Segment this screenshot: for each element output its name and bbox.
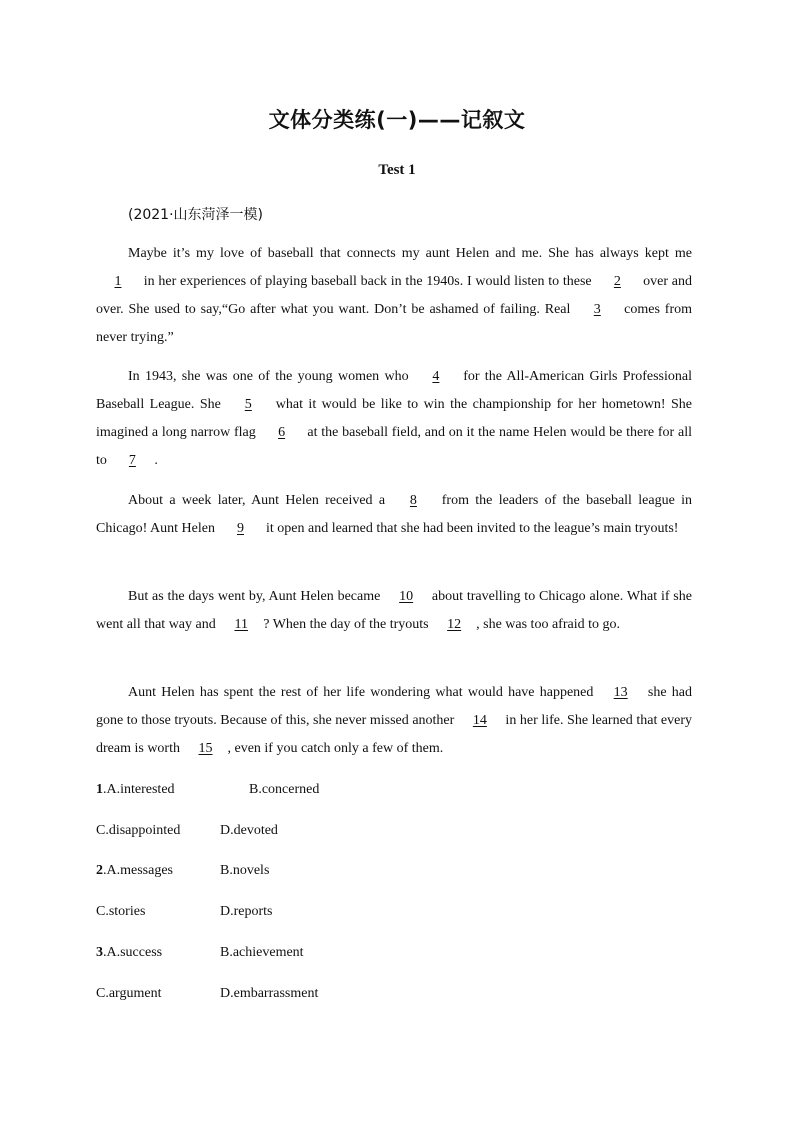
passage-text: , she was too afraid to go. [476,617,620,632]
passage-text: ? When the day of the tryouts [263,617,433,632]
blank-15: 15 [198,741,213,756]
question-2-option-d: D.reports [220,904,273,919]
question-2-option-a: 2.A.messages [96,863,173,878]
blank-7: 7 [128,453,136,468]
passage-text: . [154,453,158,468]
passage-text: from the leaders of the baseball league in Chicago! Aunt Helen [96,493,693,536]
passage-text: it open and learned that she had been invited to the league’s main tryouts! [262,521,679,536]
blank-9: 9 [236,521,244,536]
blank-4: 4 [432,369,440,384]
passage-paragraph-2 [96,363,692,475]
question-3-option-d: D.embarrassment [220,986,319,1001]
passage-text: In 1943, she was one of the young women who [128,369,414,384]
passage-paragraph-4 [96,583,692,639]
passage-paragraph-3 [96,487,692,543]
passage-text: Maybe it’s my love of baseball that connects my aunt Helen and me. She has always kept me [128,246,692,261]
test-subtitle: Test 1 [378,162,416,178]
question-2-option-c: C.stories [96,904,146,919]
question-1-option-d: D.devoted [220,823,278,838]
passage-text: Aunt Helen has spent the rest of her life wondering what would have happened [128,685,599,700]
blank-14: 14 [472,713,487,728]
blank-6: 6 [278,425,286,440]
passage-text: comes from never trying.” [96,302,692,345]
question-1-option-a: 1.A.interested [96,782,175,797]
passage-text: at the baseball field, and on it the name Helen would be there for all to [96,425,692,468]
passage-text: , even if you catch only a few of them. [227,741,444,756]
passage-text: about travelling to Chicago alone. What if she went all that way and [96,589,692,632]
blank-10: 10 [399,589,414,604]
blank-11: 11 [234,617,248,632]
passage-text: what it would be like to win the championship for her hometown! She imagined a long narrow flag [96,397,692,440]
passage-paragraph-5 [96,679,692,763]
passage-text: in her life. She learned that every dream is worth [96,713,692,756]
passage-text: she had gone to those tryouts. Because of this, she never missed another [96,685,692,728]
blank-3: 3 [593,302,601,317]
page-title: 文体分类练(一)——记叙文 [268,108,526,132]
question-3-option-a: 3.A.success [96,945,163,960]
source-note: (2021·山东菏泽一模) [128,207,264,223]
passage-text: About a week later, Aunt Helen received a [128,493,392,508]
passage-text: over and over. She used to say,“Go after what you want. Don’t be ashamed of failing. Real [96,274,692,317]
blank-12: 12 [447,617,462,632]
blank-2: 2 [613,274,621,289]
blank-13: 13 [613,685,628,700]
question-2-option-b: B.novels [220,863,270,878]
passage-text: in her experiences of playing baseball back in the 1940s. I would listen to these [140,274,596,289]
question-3-option-c: C.argument [96,986,162,1001]
blank-8: 8 [409,493,417,508]
passage-text: for the All-American Girls Professional Baseball League. She [96,369,692,412]
passage-paragraph-1 [96,240,692,352]
question-1-option-c: C.disappointed [96,823,181,838]
blank-1: 1 [114,274,122,289]
passage-text: But as the days went by, Aunt Helen became [128,589,385,604]
question-1-option-b: B.concerned [249,782,320,797]
question-3-option-b: B.achievement [220,945,304,960]
blank-5: 5 [244,397,252,412]
